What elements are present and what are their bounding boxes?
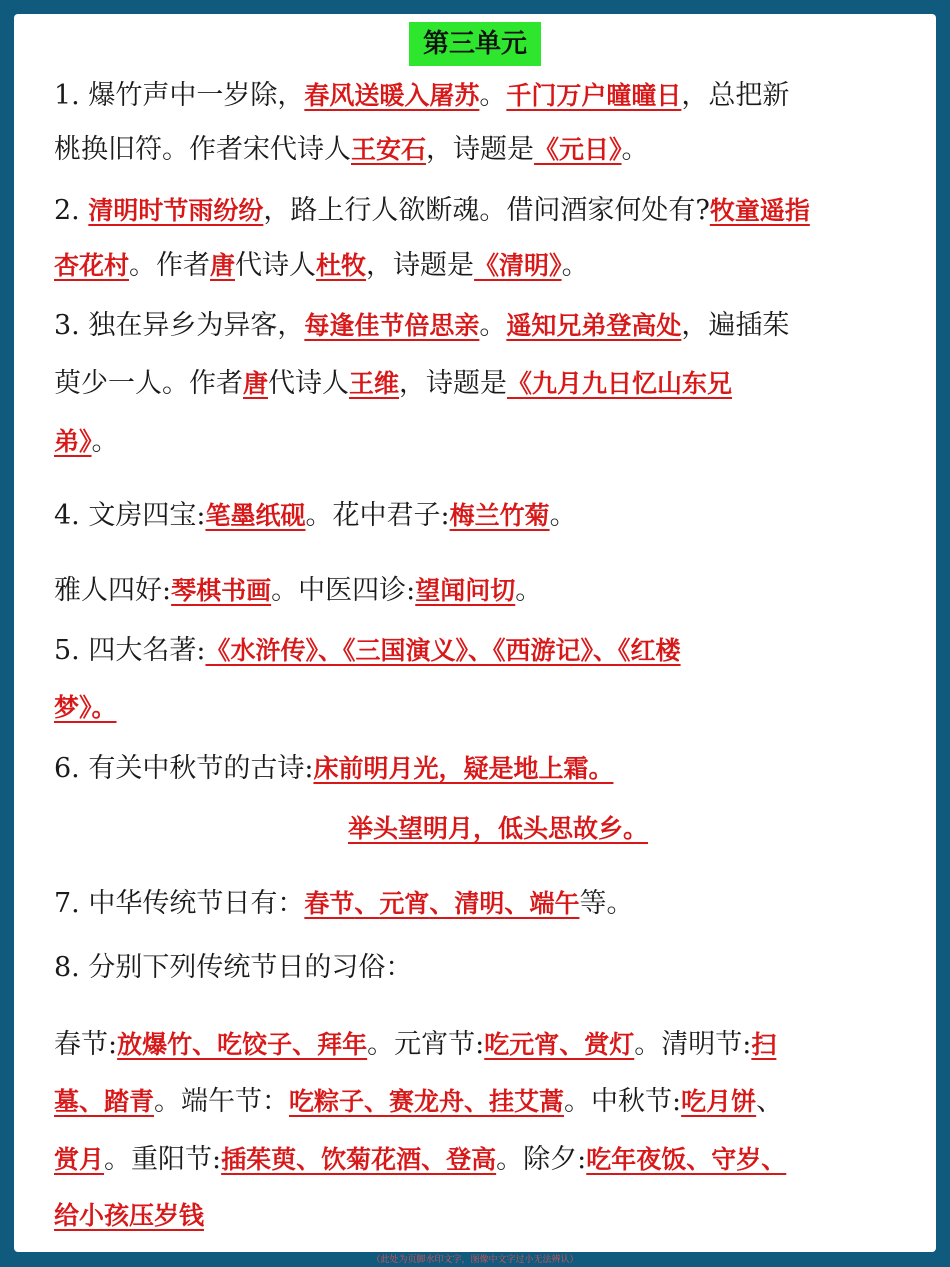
q2-text: 2. <box>54 195 89 226</box>
q1-text: 桃换旧符。作者宋代诗人 <box>54 134 351 165</box>
q5-line-2 <box>54 688 914 728</box>
q8-qingming-customs: 扫 <box>751 1030 777 1059</box>
q4-text: 。 <box>515 575 543 606</box>
q8-newyear-eve-customs-cont: 给小孩压岁钱 <box>54 1201 205 1230</box>
q7-festival-2: 元宵 <box>379 889 430 918</box>
q8-text: 。清明节: <box>634 1029 752 1060</box>
q4-line-2 <box>54 571 914 611</box>
q1-poem-title: 《元日》 <box>534 135 622 164</box>
q4-text: 。 <box>549 500 577 531</box>
q8-qingming-customs-cont: 墓、踏青 <box>54 1087 155 1116</box>
q5-sep: 、 <box>468 636 494 665</box>
q5-book-2: 《三国演义》 <box>342 636 468 665</box>
q3-text: 3. 独在异乡为异客， <box>54 310 305 341</box>
q3-text: 。 <box>479 310 507 341</box>
q8-text: 。中秋节: <box>564 1086 682 1117</box>
q3-text: ，诗题是 <box>399 368 508 399</box>
q4-text: 雅人四好: <box>54 575 172 606</box>
q7-text: 7. 中华传统节日有： <box>54 888 305 919</box>
q1-text: 。 <box>479 80 507 111</box>
q2-text: 代诗人 <box>235 250 317 281</box>
q3-text: 代诗人 <box>268 368 350 399</box>
q7-line-1 <box>54 884 914 924</box>
q7-festival-4: 端午 <box>529 889 580 918</box>
q2-author: 杜牧 <box>316 251 367 280</box>
q7-festival-1: 春节 <box>304 889 355 918</box>
q8-text: 、 <box>756 1086 784 1117</box>
q2-poem-title: 《清明》 <box>474 251 562 280</box>
q3-dynasty: 唐 <box>243 369 269 398</box>
q4-text: 。花中君子: <box>305 500 450 531</box>
q8-newyear-eve-customs: 吃年夜饭、守岁、 <box>586 1145 787 1174</box>
q3-line-1 <box>54 306 914 346</box>
footer-watermark: （此处为页脚水印文字，图像中文字过小无法辨认） <box>371 1255 579 1265</box>
q2-answer-1: 清明时节雨纷纷 <box>88 196 264 225</box>
q2-text: 。作者 <box>129 250 211 281</box>
q6-line-1 <box>54 749 914 789</box>
q6-line-2 <box>54 809 914 849</box>
q8-text: 。元宵节: <box>367 1029 485 1060</box>
worksheet-page <box>14 14 936 1252</box>
q3-answer-1: 每逢佳节倍思亲 <box>304 311 480 340</box>
q1-line-1 <box>54 76 914 116</box>
q8-lantern-customs: 吃元宵、赏灯 <box>484 1030 635 1059</box>
q6-verse-1: 床前明月光，疑是地上霜。 <box>313 754 614 783</box>
q7-sep: 、 <box>354 889 380 918</box>
q8-spring-customs: 放爆竹、吃饺子、拜年 <box>117 1030 368 1059</box>
q8-duanwu-customs: 吃粽子、赛龙舟、挂艾蒿 <box>289 1087 565 1116</box>
q8-text: 。除夕: <box>496 1144 587 1175</box>
q3-line-3 <box>54 422 914 462</box>
q1-text: 1. 爆竹声中一岁除， <box>54 80 305 111</box>
q8-text: 。重阳节: <box>104 1144 222 1175</box>
q5-book-1: 《水浒传》 <box>205 636 318 665</box>
q1-answer-1: 春风送暖入屠苏 <box>304 81 480 110</box>
q2-dynasty: 唐 <box>210 251 236 280</box>
q8-line-4 <box>54 1140 914 1180</box>
q2-text: 。 <box>561 250 589 281</box>
q2-answer-2: 牧童遥指 <box>709 196 810 225</box>
q5-book-4: 《红楼 <box>618 636 681 665</box>
q3-answer-2: 遥知兄弟登高处 <box>506 311 682 340</box>
q3-poem-title: 《九月九日忆山东兄 <box>507 369 733 398</box>
unit-title: 第三单元 <box>409 22 541 66</box>
q7-text: 等。 <box>579 888 634 919</box>
q8-text: 。端午节： <box>154 1086 290 1117</box>
q4-line-1 <box>54 496 914 536</box>
q1-line-2 <box>54 130 914 170</box>
q3-poem-title-cont: 弟》 <box>54 427 92 456</box>
q2-answer-2-cont: 杏花村 <box>54 251 130 280</box>
q2-line-2 <box>54 246 914 286</box>
q1-text: ，诗题是 <box>426 134 535 165</box>
q4-text: 4. 文房四宝: <box>54 500 206 531</box>
q1-author: 王安石 <box>351 135 427 164</box>
q3-author: 王维 <box>349 369 400 398</box>
q8-midautumn-customs-cont: 赏月 <box>54 1145 105 1174</box>
q1-answer-2: 千门万户曈曈日 <box>506 81 682 110</box>
q7-sep: 、 <box>504 889 530 918</box>
q4-answer-2: 梅兰竹菊 <box>449 501 550 530</box>
q8-text: 8. 分别下列传统节日的习俗： <box>54 952 413 983</box>
q8-text: 春节: <box>54 1029 118 1060</box>
q8-line-5 <box>54 1196 914 1236</box>
q8-line-2 <box>54 1025 914 1065</box>
q5-book-4-cont: 梦》。 <box>54 693 117 722</box>
q4-answer-1: 笔墨纸砚 <box>205 501 306 530</box>
q2-text: ，诗题是 <box>366 250 475 281</box>
q8-chongyang-customs: 插茱萸、饮菊花酒、登高 <box>221 1145 497 1174</box>
q5-text: 5. 四大名著: <box>54 635 206 666</box>
q2-line-1 <box>54 191 914 231</box>
q2-text: ，路上行人欲断魂。借问酒家何处有? <box>263 195 710 226</box>
q8-line-3 <box>54 1082 914 1122</box>
q7-sep: 、 <box>429 889 455 918</box>
q3-text: 。 <box>91 426 119 457</box>
q3-line-2 <box>54 364 914 404</box>
q3-text: ，遍插茱 <box>681 310 790 341</box>
q1-text: ，总把新 <box>681 80 790 111</box>
q7-festival-3: 清明 <box>454 889 505 918</box>
q5-sep: 、 <box>317 636 343 665</box>
q4-answer-4: 望闻问切 <box>415 576 516 605</box>
q6-verse-2: 举头望明月，低头思故乡。 <box>348 814 649 843</box>
q3-text: 萸少一人。作者 <box>54 368 243 399</box>
q1-text: 。 <box>621 134 649 165</box>
q5-book-3: 《西游记》 <box>493 636 594 665</box>
q4-text: 。中医四诊: <box>271 575 416 606</box>
q8-line-1 <box>54 948 914 988</box>
q4-answer-3: 琴棋书画 <box>171 576 272 605</box>
q5-line-1 <box>54 631 914 671</box>
q8-midautumn-customs: 吃月饼 <box>681 1087 757 1116</box>
q5-sep: 、 <box>593 636 619 665</box>
q6-text: 6. 有关中秋节的古诗: <box>54 753 314 784</box>
